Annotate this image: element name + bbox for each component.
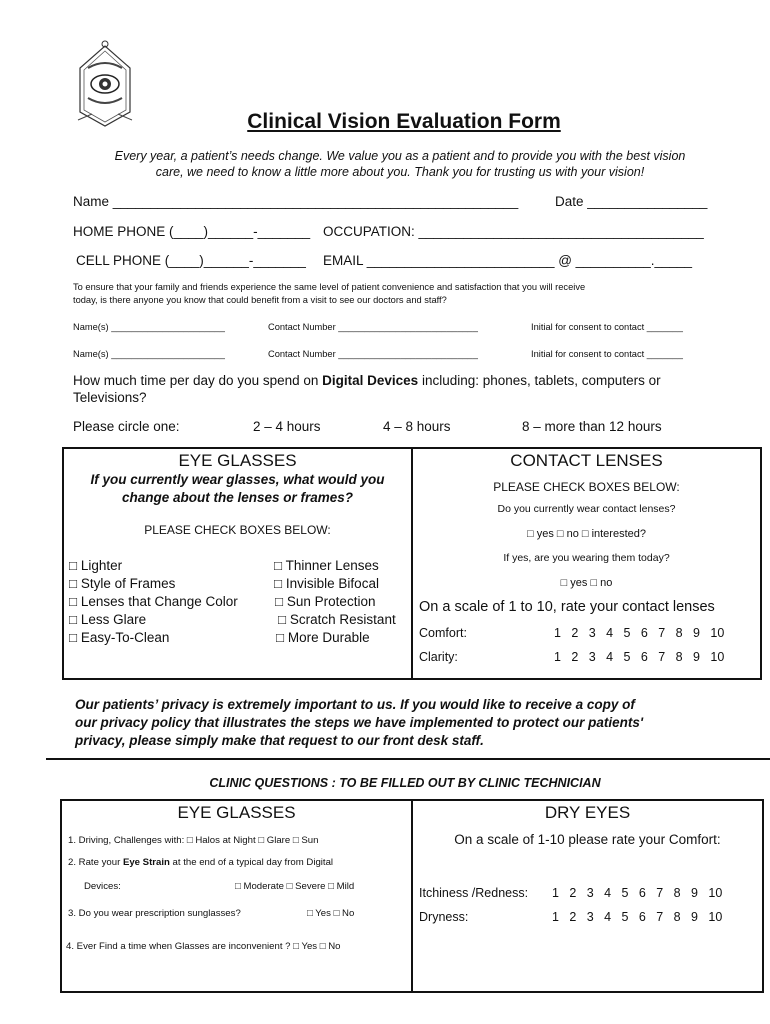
- scale-number[interactable]: 1: [554, 626, 561, 640]
- eye-strain-text: at the end of a typical day from Digital: [169, 857, 334, 868]
- eyeglasses-question: If you currently wear glasses, what would you: [90, 472, 385, 487]
- referral-contact-field[interactable]: Contact Number ___________________________: [268, 322, 478, 332]
- dryness-scale[interactable]: [552, 910, 722, 924]
- wear-contacts-options[interactable]: □ yes □ no □ interested?: [527, 528, 646, 540]
- scale-number[interactable]: 9: [691, 910, 698, 924]
- referral-contact-field[interactable]: Contact Number ___________________________: [268, 349, 478, 359]
- sunglasses-question: 3. Do you wear prescription sunglasses?: [68, 908, 241, 919]
- wear-contacts-question: Do you currently wear contact lenses?: [497, 503, 676, 515]
- scale-number[interactable]: 6: [638, 886, 646, 900]
- referral-names-field[interactable]: Name(s) ______________________: [73, 322, 225, 332]
- scale-number[interactable]: 9: [691, 886, 698, 900]
- scale-number[interactable]: 10: [710, 626, 725, 640]
- hours-option[interactable]: 4 – 8 hours: [383, 419, 451, 434]
- occupation-field[interactable]: OCCUPATION: ______________________________________: [323, 224, 704, 239]
- invisible-bifocal-checkbox[interactable]: □ Invisible Bifocal: [274, 576, 379, 591]
- hours-option[interactable]: 2 – 4 hours: [253, 419, 321, 434]
- scale-number[interactable]: 10: [708, 910, 723, 924]
- scale-number[interactable]: 7: [656, 910, 664, 924]
- scale-number[interactable]: 4: [604, 910, 612, 924]
- scale-number[interactable]: 4: [606, 650, 614, 664]
- scale-number[interactable]: 1: [554, 650, 561, 664]
- scale-number[interactable]: 5: [621, 910, 629, 924]
- privacy-text: privacy, please simply make that request to our front desk staff.: [75, 733, 484, 748]
- cell-phone-field[interactable]: CELL PHONE (____)______-_______: [76, 253, 306, 268]
- itchiness-scale[interactable]: [552, 886, 722, 900]
- scale-number[interactable]: 3: [588, 626, 596, 640]
- dryness-label: Dryness:: [419, 910, 469, 924]
- lighter-checkbox[interactable]: □ Lighter: [69, 558, 123, 573]
- digital-question: [73, 373, 661, 388]
- contact-lenses-title: CONTACT LENSES: [510, 451, 663, 470]
- scale-number[interactable]: 1: [552, 886, 559, 900]
- scale-number[interactable]: 2: [569, 886, 577, 900]
- hours-option[interactable]: 8 – more than 12 hours: [522, 419, 662, 434]
- privacy-text: Our patients’ privacy is extremely important to us. If you would like to receive a copy of: [75, 697, 635, 712]
- scale-number[interactable]: 8: [673, 886, 681, 900]
- clarity-scale[interactable]: [554, 650, 724, 664]
- intro-line: care, we need to know a little more about you. Thank you for trusting us with your vision!: [155, 165, 645, 179]
- name-field[interactable]: Name ______________________________________________________: [73, 194, 519, 209]
- scale-number[interactable]: 1: [552, 910, 559, 924]
- scale-number[interactable]: 9: [693, 626, 700, 640]
- circle-instruction: Please circle one:: [73, 419, 180, 434]
- eye-strain-question: [68, 857, 333, 868]
- scale-number[interactable]: 6: [640, 626, 648, 640]
- scale-number[interactable]: 4: [604, 886, 612, 900]
- scale-number[interactable]: 7: [658, 626, 666, 640]
- wearing-today-options[interactable]: □ yes □ no: [560, 577, 613, 589]
- itchiness-label: Itchiness /Redness:: [419, 886, 529, 900]
- scale-number[interactable]: 2: [571, 650, 579, 664]
- more-durable-checkbox[interactable]: □ More Durable: [276, 630, 370, 645]
- scale-number[interactable]: 5: [623, 626, 631, 640]
- scale-number[interactable]: 4: [606, 626, 614, 640]
- check-boxes-label: PLEASE CHECK BOXES BELOW:: [493, 480, 680, 494]
- digital-question-text: including: phones, tablets, computers or: [418, 373, 661, 388]
- digital-question-text: How much time per day do you spend on: [73, 373, 323, 388]
- home-phone-field[interactable]: HOME PHONE (____)______-_______: [73, 224, 311, 239]
- referral-names-field[interactable]: Name(s) ______________________: [73, 349, 225, 359]
- scale-number[interactable]: 6: [640, 650, 648, 664]
- scale-number[interactable]: 5: [621, 886, 629, 900]
- eyeglasses-title: EYE GLASSES: [178, 451, 297, 470]
- glasses-inconvenient-question[interactable]: 4. Ever Find a time when Glasses are inconvenient ? □ Yes □ No: [66, 941, 341, 952]
- eye-strain-options[interactable]: □ Moderate □ Severe □ Mild: [235, 881, 355, 892]
- section-divider: [46, 758, 770, 760]
- scale-number[interactable]: 10: [710, 650, 725, 664]
- scale-number[interactable]: 5: [623, 650, 631, 664]
- check-boxes-label: PLEASE CHECK BOXES BELOW:: [144, 523, 331, 537]
- easy-to-clean-checkbox[interactable]: □ Easy-To-Clean: [69, 630, 170, 645]
- scratch-resistant-checkbox[interactable]: □ Scratch Resistant: [278, 612, 396, 627]
- devices-label: Devices:: [84, 881, 121, 892]
- referral-initial-field[interactable]: Initial for consent to contact _______: [531, 322, 683, 332]
- referral-text: To ensure that your family and friends experience the same level of patient convenience and satisfaction that you will receive: [73, 282, 586, 292]
- digital-devices-label: Digital Devices: [322, 373, 419, 388]
- intro-text: [60, 148, 740, 180]
- scale-number[interactable]: 2: [571, 626, 579, 640]
- digital-question-line2: Televisions?: [73, 390, 147, 405]
- scale-number[interactable]: 6: [638, 910, 646, 924]
- scale-number[interactable]: 7: [658, 650, 666, 664]
- scale-number[interactable]: 3: [586, 910, 594, 924]
- contact-scale-label: On a scale of 1 to 10, rate your contact lenses: [419, 599, 715, 615]
- dry-eyes-scale-label: On a scale of 1-10 please rate your Comfort:: [454, 832, 721, 847]
- lenses-change-color-checkbox[interactable]: □ Lenses that Change Color: [69, 594, 238, 609]
- clinic-eyeglasses-title: EYE GLASSES: [177, 803, 296, 822]
- thinner-lenses-checkbox[interactable]: □ Thinner Lenses: [274, 558, 379, 573]
- scale-number[interactable]: 3: [588, 650, 596, 664]
- style-of-frames-checkbox[interactable]: □ Style of Frames: [69, 576, 176, 591]
- comfort-label: Comfort:: [419, 626, 467, 640]
- form-title: Clinical Vision Evaluation Form: [247, 110, 561, 133]
- intro-line: Every year, a patient’s needs change. We value you as a patient and to provide you with the best vision: [114, 149, 686, 163]
- scale-number[interactable]: 8: [673, 910, 681, 924]
- date-field[interactable]: Date ________________: [555, 194, 708, 209]
- scale-number[interactable]: 2: [569, 910, 577, 924]
- scale-number[interactable]: 8: [675, 626, 683, 640]
- scale-number[interactable]: 10: [708, 886, 723, 900]
- scale-number[interactable]: 9: [693, 650, 700, 664]
- sun-protection-checkbox[interactable]: □ Sun Protection: [275, 594, 376, 609]
- comfort-scale[interactable]: [554, 626, 724, 640]
- eye-strain-label: Eye Strain: [122, 857, 170, 868]
- referral-text: today, is there anyone you know that could benefit from a visit to see our doctors and staff?: [73, 295, 447, 305]
- eyeglasses-question: change about the lenses or frames?: [121, 490, 354, 505]
- less-glare-checkbox[interactable]: □ Less Glare: [69, 612, 147, 627]
- clarity-label: Clarity:: [419, 650, 458, 664]
- scale-number[interactable]: 8: [675, 650, 683, 664]
- eye-strain-text: 2. Rate your: [68, 857, 123, 868]
- scale-number[interactable]: 3: [586, 886, 594, 900]
- referral-initial-field[interactable]: Initial for consent to contact _______: [531, 349, 683, 359]
- wearing-today-question: If yes, are you wearing them today?: [503, 552, 670, 564]
- scale-number[interactable]: 7: [656, 886, 664, 900]
- sunglasses-options[interactable]: □ Yes □ No: [307, 908, 355, 919]
- box-divider: [411, 799, 413, 993]
- privacy-text: our privacy policy that illustrates the steps we have implemented to protect our patients': [75, 715, 644, 730]
- driving-challenges-question[interactable]: 1. Driving, Challenges with: □ Halos at Night □ Glare □ Sun: [68, 835, 319, 846]
- dry-eyes-title: DRY EYES: [544, 803, 631, 822]
- clinic-questions-heading: CLINIC QUESTIONS : TO BE FILLED OUT BY CLINIC TECHNICIAN: [209, 776, 601, 790]
- email-field[interactable]: EMAIL _________________________ @ __________._____: [323, 253, 693, 268]
